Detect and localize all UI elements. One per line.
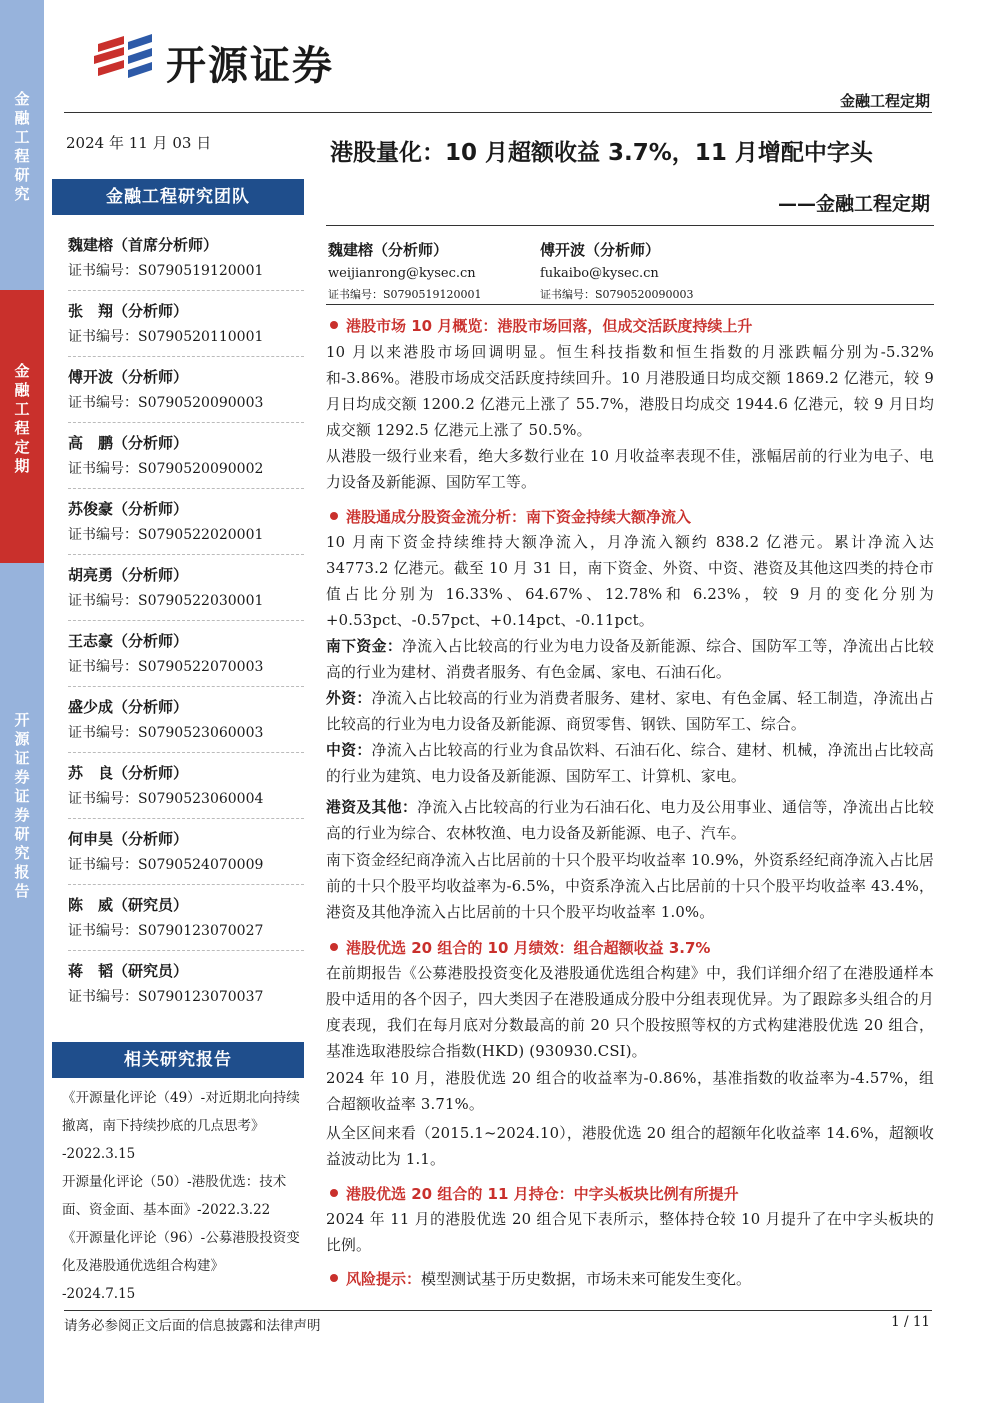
analyst-name: 王志豪（分析师）	[68, 632, 189, 650]
section-heading-1: 港股市场 10 月概览：港股市场回落，但成交活跃度持续上升	[330, 313, 932, 339]
author-cert: 证书编号：S0790520090003	[540, 288, 694, 301]
analyst-name: 魏建榕（首席分析师）	[68, 236, 219, 254]
title-divider	[326, 225, 934, 226]
related-reports	[62, 1084, 308, 1308]
paragraph: 从全区间来看（2015.1~2024.10），港股优选 20 组合的超额年化收益率 14.6%，超额收益波动比为 1.1。	[326, 1125, 934, 1168]
paragraph-chinese: 中资：净流入占比较高的行业为食品饮料、石油石化、综合、建材、机械，净流出占比较高的行业为建筑、电力设备及新能源、国防军工、计算机、家电。	[326, 742, 934, 785]
team-title-box: 金融工程研究团队	[52, 179, 304, 215]
bullet-icon	[330, 321, 338, 329]
paragraph: 2024 年 10 月，港股优选 20 组合的收益率为-0.86%，基准指数的收益率为-4.57%，组合超额收益率 3.71%。	[326, 1070, 934, 1113]
related-report-item[interactable]: 开源量化评论（50）-港股优选：技术面、资金面、基本面》-2022.3.22	[62, 1174, 287, 1218]
paragraph: 2024 年 11 月的港股优选 20 组合见下表所示，整体持仓较 10 月提升了在中字头板块的比例。	[326, 1211, 934, 1254]
related-report-item: -2022.3.15	[62, 1146, 136, 1162]
sidebar-label-top: 金融工程研究	[14, 90, 30, 203]
section-heading-3: 港股优选 20 组合的 10 月绩效：组合超额收益 3.7%	[330, 935, 932, 961]
analyst-cert: 证书编号：S0790522020001	[68, 527, 264, 543]
sidebar-label-bottom: 开源证券 证券研究报告	[14, 711, 30, 900]
paragraph: 10 月南下资金持续维持大额净流入，月净流入额约 838.2 亿港元。累计净流入达 34773.2 亿港元。截至 10 月 31 日，南下资金、外资、中资、港资及其他这四类的持仓市值占比分别为 16.33%、64.67%、12.78%和 6.23%，较 9 月的变化分别为+0.53pct、-0.57pct、+0.14pct、-0.11pct。	[326, 534, 934, 629]
analyst-name: 何申昊（分析师）	[68, 830, 189, 848]
author-card	[540, 240, 740, 303]
paragraph-foreign: 外资：净流入占比较高的行业为消费者服务、建材、家电、有色金属、轻工制造，净流出占比较高的行业为电力设备及新能源、商贸零售、钢铁、国防军工、综合。	[326, 690, 934, 733]
header-divider	[64, 112, 932, 113]
author-divider	[326, 304, 934, 305]
analyst-cert: 证书编号：S0790523060003	[68, 725, 264, 741]
analyst-cert: 证书编号：S0790123070027	[68, 923, 264, 939]
section-heading-2: 港股通成分股资金流分析：南下资金持续大额净流入	[330, 504, 932, 530]
author-email[interactable]: fukaibo@kysec.cn	[540, 266, 659, 281]
analyst-separator	[68, 356, 304, 358]
analyst-name: 高 鹏（分析师）	[68, 434, 189, 452]
bullet-icon	[330, 1274, 338, 1282]
bullet-icon	[330, 1189, 338, 1197]
footer-divider	[64, 1310, 932, 1311]
analyst-separator	[68, 620, 304, 622]
brand-logo-icon	[90, 30, 156, 90]
paragraph-southbound: 南下资金：净流入占比较高的行业为电力设备及新能源、综合、国防军工等，净流出占比较高的行业为建材、消费者服务、有色金属、家电、石油石化。	[326, 638, 934, 681]
analyst-separator	[68, 488, 304, 490]
analyst-cert: 证书编号：S0790520090003	[68, 395, 264, 411]
section-heading-4: 港股优选 20 组合的 11 月持仓：中字头板块比例有所提升	[330, 1181, 932, 1207]
analyst-cert: 证书编号：S0790522070003	[68, 659, 264, 675]
analyst-cert: 证书编号：S0790522030001	[68, 593, 264, 609]
related-report-item: -2024.7.15	[62, 1286, 136, 1302]
bullet-icon	[330, 512, 338, 520]
analyst-separator	[68, 290, 304, 292]
report-subtitle: ——金融工程定期	[777, 193, 930, 215]
analyst-separator	[68, 686, 304, 688]
analyst-separator	[68, 422, 304, 424]
page-number: 1 / 11	[891, 1314, 930, 1330]
analyst-name: 傅开波（分析师）	[68, 368, 189, 386]
analyst-cert: 证书编号：S0790520110001	[68, 329, 264, 345]
footer-disclaimer[interactable]: 请务必参阅正文后面的信息披露和法律声明	[64, 1318, 321, 1334]
analyst-cert: 证书编号：S0790519120001	[68, 263, 264, 279]
analyst-cert: 证书编号：S0790520090002	[68, 461, 264, 477]
analyst-name: 张 翔（分析师）	[68, 302, 189, 320]
paragraph: 在前期报告《公募港股投资变化及港股通优选组合构建》中，我们详细介绍了在港股通样本股中适用的各个因子，四大类因子在港股通成分股中分组表现优异。为了跟踪多头组合的月度表现，我们在每月底对分数最高的前 20 只个股按照等权的方式构建港股优选 20 组合，基准选取港股综合指数(HKD) (930930.CSI)。	[326, 965, 934, 1060]
bullet-icon	[330, 943, 338, 951]
paragraph-hk: 港资及其他：净流入占比较高的行业为石油石化、电力及公用事业、通信等，净流出占比较高的行业为综合、农林牧渔、电力设备及新能源、电子、汽车。	[326, 799, 934, 842]
sidebar-label-mid: 金融工程定期	[14, 362, 30, 475]
analyst-separator	[68, 554, 304, 556]
author-name: 魏建榕（分析师）	[328, 241, 449, 259]
related-report-item[interactable]: 《开源量化评论（49）-对近期北向持续撤离，南下持续抄底的几点思考》	[62, 1090, 300, 1134]
paragraph: 从港股一级行业来看，绝大多数行业在 10 月收益率表现不佳，涨幅居前的行业为电子、电力设备及新能源、国防军工等。	[326, 448, 934, 491]
risk-notice: 风险提示：模型测试基于历史数据，市场未来可能发生变化。	[330, 1266, 751, 1292]
analyst-name: 蒋 韬（研究员）	[68, 962, 189, 980]
analyst-separator	[68, 950, 304, 952]
author-name: 傅开波（分析师）	[540, 241, 661, 259]
analyst-name: 苏 良（分析师）	[68, 764, 189, 782]
analyst-list	[68, 232, 308, 1010]
report-date: 2024 年 11 月 03 日	[66, 134, 212, 152]
sidebar-strip-mid	[0, 290, 44, 563]
sidebar-strip-top	[0, 0, 44, 290]
report-category: 金融工程定期	[839, 92, 930, 110]
analyst-name: 苏俊豪（分析师）	[68, 500, 189, 518]
analyst-name: 胡亮勇（分析师）	[68, 566, 189, 584]
report-title: 港股量化：10 月超额收益 3.7%，11 月增配中字头	[330, 140, 873, 166]
analyst-name: 盛少成（分析师）	[68, 698, 189, 716]
analyst-cert: 证书编号：S0790523060004	[68, 791, 264, 807]
sidebar-strip-bottom	[0, 563, 44, 1403]
analyst-separator	[68, 818, 304, 820]
analyst-separator	[68, 884, 304, 886]
related-title-box: 相关研究报告	[52, 1042, 304, 1078]
analyst-separator	[68, 752, 304, 754]
analyst-cert: 证书编号：S0790524070009	[68, 857, 264, 873]
analyst-name: 陈 威（研究员）	[68, 896, 189, 914]
author-card	[328, 240, 528, 303]
author-cert: 证书编号：S0790519120001	[328, 288, 482, 301]
paragraph: 10 月以来港股市场回调明显。恒生科技指数和恒生指数的月涨跌幅分别为-5.32%和-3.86%。港股市场成交活跃度持续回升。10 月港股通日均成交额 1869.2 亿港元，较 9 月日均成交额 1200.2 亿港元上涨了 55.7%，港股日均成交 1944.6 亿港元，较 9 月日均成交额 1292.5 亿港元上涨了 50.5%。	[326, 344, 934, 439]
author-email[interactable]: weijianrong@kysec.cn	[328, 266, 476, 281]
brand-name: 开源证券	[166, 43, 334, 89]
paragraph: 南下资金经纪商净流入占比居前的十只个股平均收益率 10.9%，外资系经纪商净流入占比居前的十只个股平均收益率为-6.5%，中资系净流入占比居前的十只个股平均收益率 43.4%，港资及其他净流入占比居前的十只个股平均收益率 1.0%。	[326, 852, 934, 921]
analyst-cert: 证书编号：S0790123070037	[68, 989, 264, 1005]
related-report-item[interactable]: 《开源量化评论（96）-公募港股投资变化及港股通优选组合构建》	[62, 1230, 300, 1274]
